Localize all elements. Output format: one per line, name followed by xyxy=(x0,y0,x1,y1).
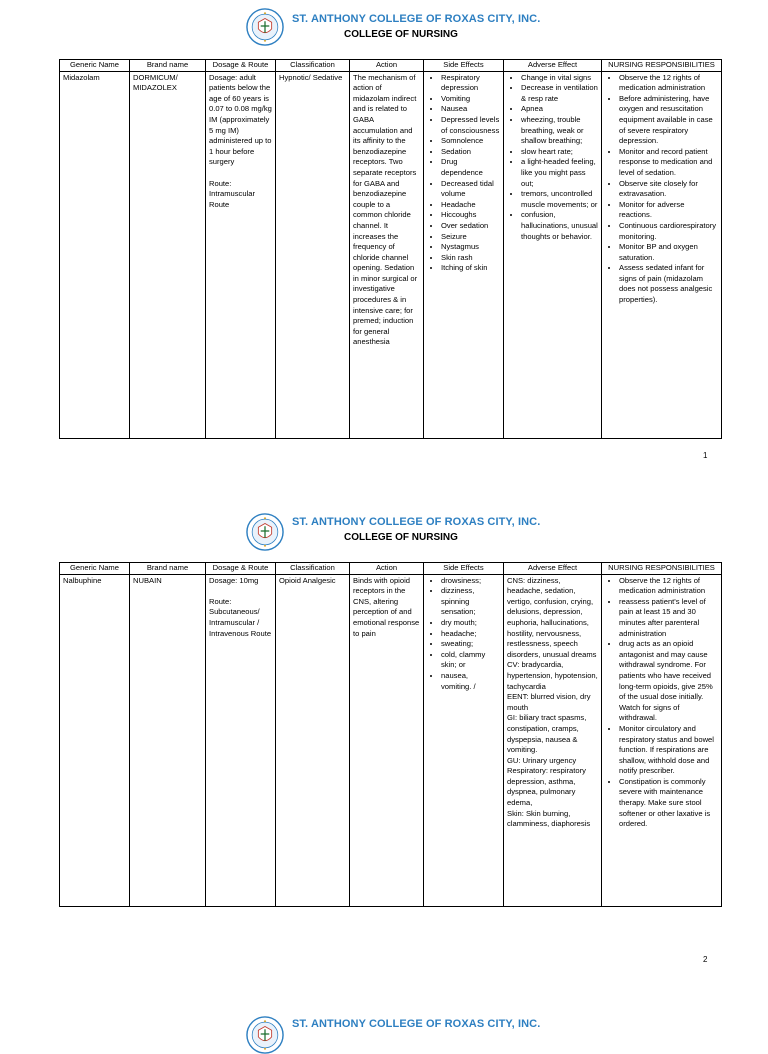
list-item: • Constipation is commonly severe with maintenance therapy. Make sure stool softener or other laxative is ordered. xyxy=(619,777,718,830)
col-nursing: NURSING RESPONSIBILITIES xyxy=(602,60,722,72)
side-effects-list xyxy=(427,73,500,274)
adverse-effect: CNS: dizziness, headache, sedation, vertigo, confusion, crying, delusions, depression, euphoria, hallucinations, hostility, nervousness, restlessness, speech disorders, unusual dreams CV: bradycardia, hypertension, hypotension, tachycardia EENT: blurred vision, dry mouth GI: biliary tract spasms, constipation, cramps, dyspepsia, nausea & vomiting. GU: Urinary urgency Respiratory: respiratory depression, asthma, dyspnea, pulmonary edema, Skin: Skin burning, clamminess, diaphoresis xyxy=(504,574,602,906)
list-item: • Monitor and record patient response to medication and level of sedation. xyxy=(619,147,718,179)
side-effects xyxy=(424,574,504,906)
page-number: 1 xyxy=(703,451,708,460)
list-item: • Depressed levels of consciousness xyxy=(441,115,500,136)
list-item: • Seizure xyxy=(441,232,500,243)
list-item: • Vomiting xyxy=(441,94,500,105)
list-item: • Somnolence xyxy=(441,136,500,147)
list-item: • dizziness, spinning sensation; xyxy=(441,586,500,618)
nursing-list xyxy=(605,576,718,830)
list-item: • Nausea xyxy=(441,104,500,115)
list-item: • Itching of skin xyxy=(441,263,500,274)
table-row xyxy=(60,71,722,438)
action: The mechanism of action of midazolam indirect and is related to GABA accumulation and its affinity to the benzodiazepine receptors. Two separate receptors for GABA and benzodiazepine couple to a common chloride channel. It increases the frequency of chloride channel opening. Sedation in minor surgical or investigative procedures & in intensive care; for premed; induction for general anesthesia xyxy=(350,71,424,438)
list-item: • sweating; xyxy=(441,639,500,650)
list-item: • Observe the 12 rights of medication administration xyxy=(619,73,718,94)
generic-name: Midazolam xyxy=(60,71,130,438)
col-dosage: Dosage & Route xyxy=(206,60,276,72)
list-item: • wheezing, trouble breathing, weak or shallow breathing; xyxy=(521,115,598,147)
adverse-effects-list xyxy=(507,73,598,243)
table-header-row xyxy=(60,563,722,575)
generic-name: Nalbuphine xyxy=(60,574,130,906)
list-item: • drug acts as an opioid antagonist and may cause withdrawal syndrome. For patients who have received long-term opioids, give 25% of the usual dose initially. Watch for signs of withdrawal. xyxy=(619,639,718,724)
col-brand: Brand name xyxy=(130,60,206,72)
col-side-effects: Side Effects xyxy=(424,563,504,575)
col-nursing: NURSING RESPONSIBILITIES xyxy=(602,563,722,575)
nursing-responsibilities xyxy=(602,71,722,438)
dosage-route: Dosage: 10mg Route: Subcutaneous/ Intramuscular / Intravenous Route xyxy=(206,574,276,906)
list-item: • Respiratory depression xyxy=(441,73,500,94)
col-classification: Classification xyxy=(276,563,350,575)
list-item: • reassess patient's level of pain at least 15 and 30 minutes after parenteral administration xyxy=(619,597,718,639)
col-brand: Brand name xyxy=(130,563,206,575)
col-adverse-effect: Adverse Effect xyxy=(504,563,602,575)
list-item: • Continuous cardiorespiratory monitoring. xyxy=(619,221,718,242)
brand-name: DORMICUM/ MIDAZOLEX xyxy=(130,71,206,438)
list-item: • Sedation xyxy=(441,147,500,158)
action: Binds with opioid receptors in the CNS, altering perception of and emotional response to pain xyxy=(350,574,424,906)
col-dosage: Dosage & Route xyxy=(206,563,276,575)
list-item: • Decreased tidal volume xyxy=(441,179,500,200)
classification: Opioid Analgesic xyxy=(276,574,350,906)
nursing-list xyxy=(605,73,718,306)
col-classification: Classification xyxy=(276,60,350,72)
school-name: ST. ANTHONY COLLEGE OF ROXAS CITY, INC. xyxy=(292,1018,541,1030)
page-number: 2 xyxy=(703,955,708,964)
classification: Hypnotic/ Sedative xyxy=(276,71,350,438)
list-item: • nausea, vomiting. / xyxy=(441,671,500,692)
list-item: • Decrease in ventilation & resp rate xyxy=(521,83,598,104)
list-item: • Drug dependence xyxy=(441,157,500,178)
school-name: ST. ANTHONY COLLEGE OF ROXAS CITY, INC. xyxy=(292,13,541,25)
list-item: • Before administering, have oxygen and resuscitation equipment available in case of severe respiratory depression. xyxy=(619,94,718,147)
list-item: • Skin rash xyxy=(441,253,500,264)
dosage-route: Dosage: adult patients below the age of 60 years is 0.07 to 0.08 mg/kg IM (approximately 5 mg IM) administered up to 1 hour before surgery Route: Intramuscular Route xyxy=(206,71,276,438)
list-item: • Monitor BP and oxygen saturation. xyxy=(619,242,718,263)
college-name: COLLEGE OF NURSING xyxy=(344,29,458,40)
list-item: • Nystagmus xyxy=(441,242,500,253)
list-item: • Monitor circulatory and respiratory status and bowel function. If respirations are shallow, withhold dose and notify prescriber. xyxy=(619,724,718,777)
col-action: Action xyxy=(350,60,424,72)
list-item: • Assess sedated infant for signs of pain (midazolam does not possess analgesic properties). xyxy=(619,263,718,305)
list-item: • Monitor for adverse reactions. xyxy=(619,200,718,221)
list-item: • cold, clammy skin; or xyxy=(441,650,500,671)
school-seal-logo xyxy=(246,513,284,551)
school-name: ST. ANTHONY COLLEGE OF ROXAS CITY, INC. xyxy=(292,516,541,528)
list-item: • Headache xyxy=(441,200,500,211)
list-item: • Observe site closely for extravasation. xyxy=(619,179,718,200)
col-generic: Generic Name xyxy=(60,60,130,72)
college-name: COLLEGE OF NURSING xyxy=(344,532,458,543)
col-adverse-effect: Adverse Effect xyxy=(504,60,602,72)
list-item: • Apnea xyxy=(521,104,598,115)
side-effects xyxy=(424,71,504,438)
school-seal-logo xyxy=(246,1016,284,1054)
table-header-row xyxy=(60,60,722,72)
col-side-effects: Side Effects xyxy=(424,60,504,72)
list-item: • tremors, uncontrolled muscle movements; or xyxy=(521,189,598,210)
list-item: • confusion, hallucinations, unusual thoughts or behavior. xyxy=(521,210,598,242)
list-item: • headache; xyxy=(441,629,500,640)
col-action: Action xyxy=(350,563,424,575)
list-item: • Hiccoughs xyxy=(441,210,500,221)
side-effects-list xyxy=(427,576,500,693)
nursing-responsibilities xyxy=(602,574,722,906)
drug-study-table xyxy=(59,562,722,907)
brand-name: NUBAIN xyxy=(130,574,206,906)
col-generic: Generic Name xyxy=(60,563,130,575)
list-item: • a light-headed feeling, like you might pass out; xyxy=(521,157,598,189)
list-item: • Over sedation xyxy=(441,221,500,232)
school-seal-logo xyxy=(246,8,284,46)
drug-study-table xyxy=(59,59,722,439)
list-item: • dry mouth; xyxy=(441,618,500,629)
list-item: • drowsiness; xyxy=(441,576,500,587)
list-item: • Observe the 12 rights of medication administration xyxy=(619,576,718,597)
list-item: • Change in vital signs xyxy=(521,73,598,84)
adverse-effect xyxy=(504,71,602,438)
list-item: • slow heart rate; xyxy=(521,147,598,158)
table-row xyxy=(60,574,722,906)
